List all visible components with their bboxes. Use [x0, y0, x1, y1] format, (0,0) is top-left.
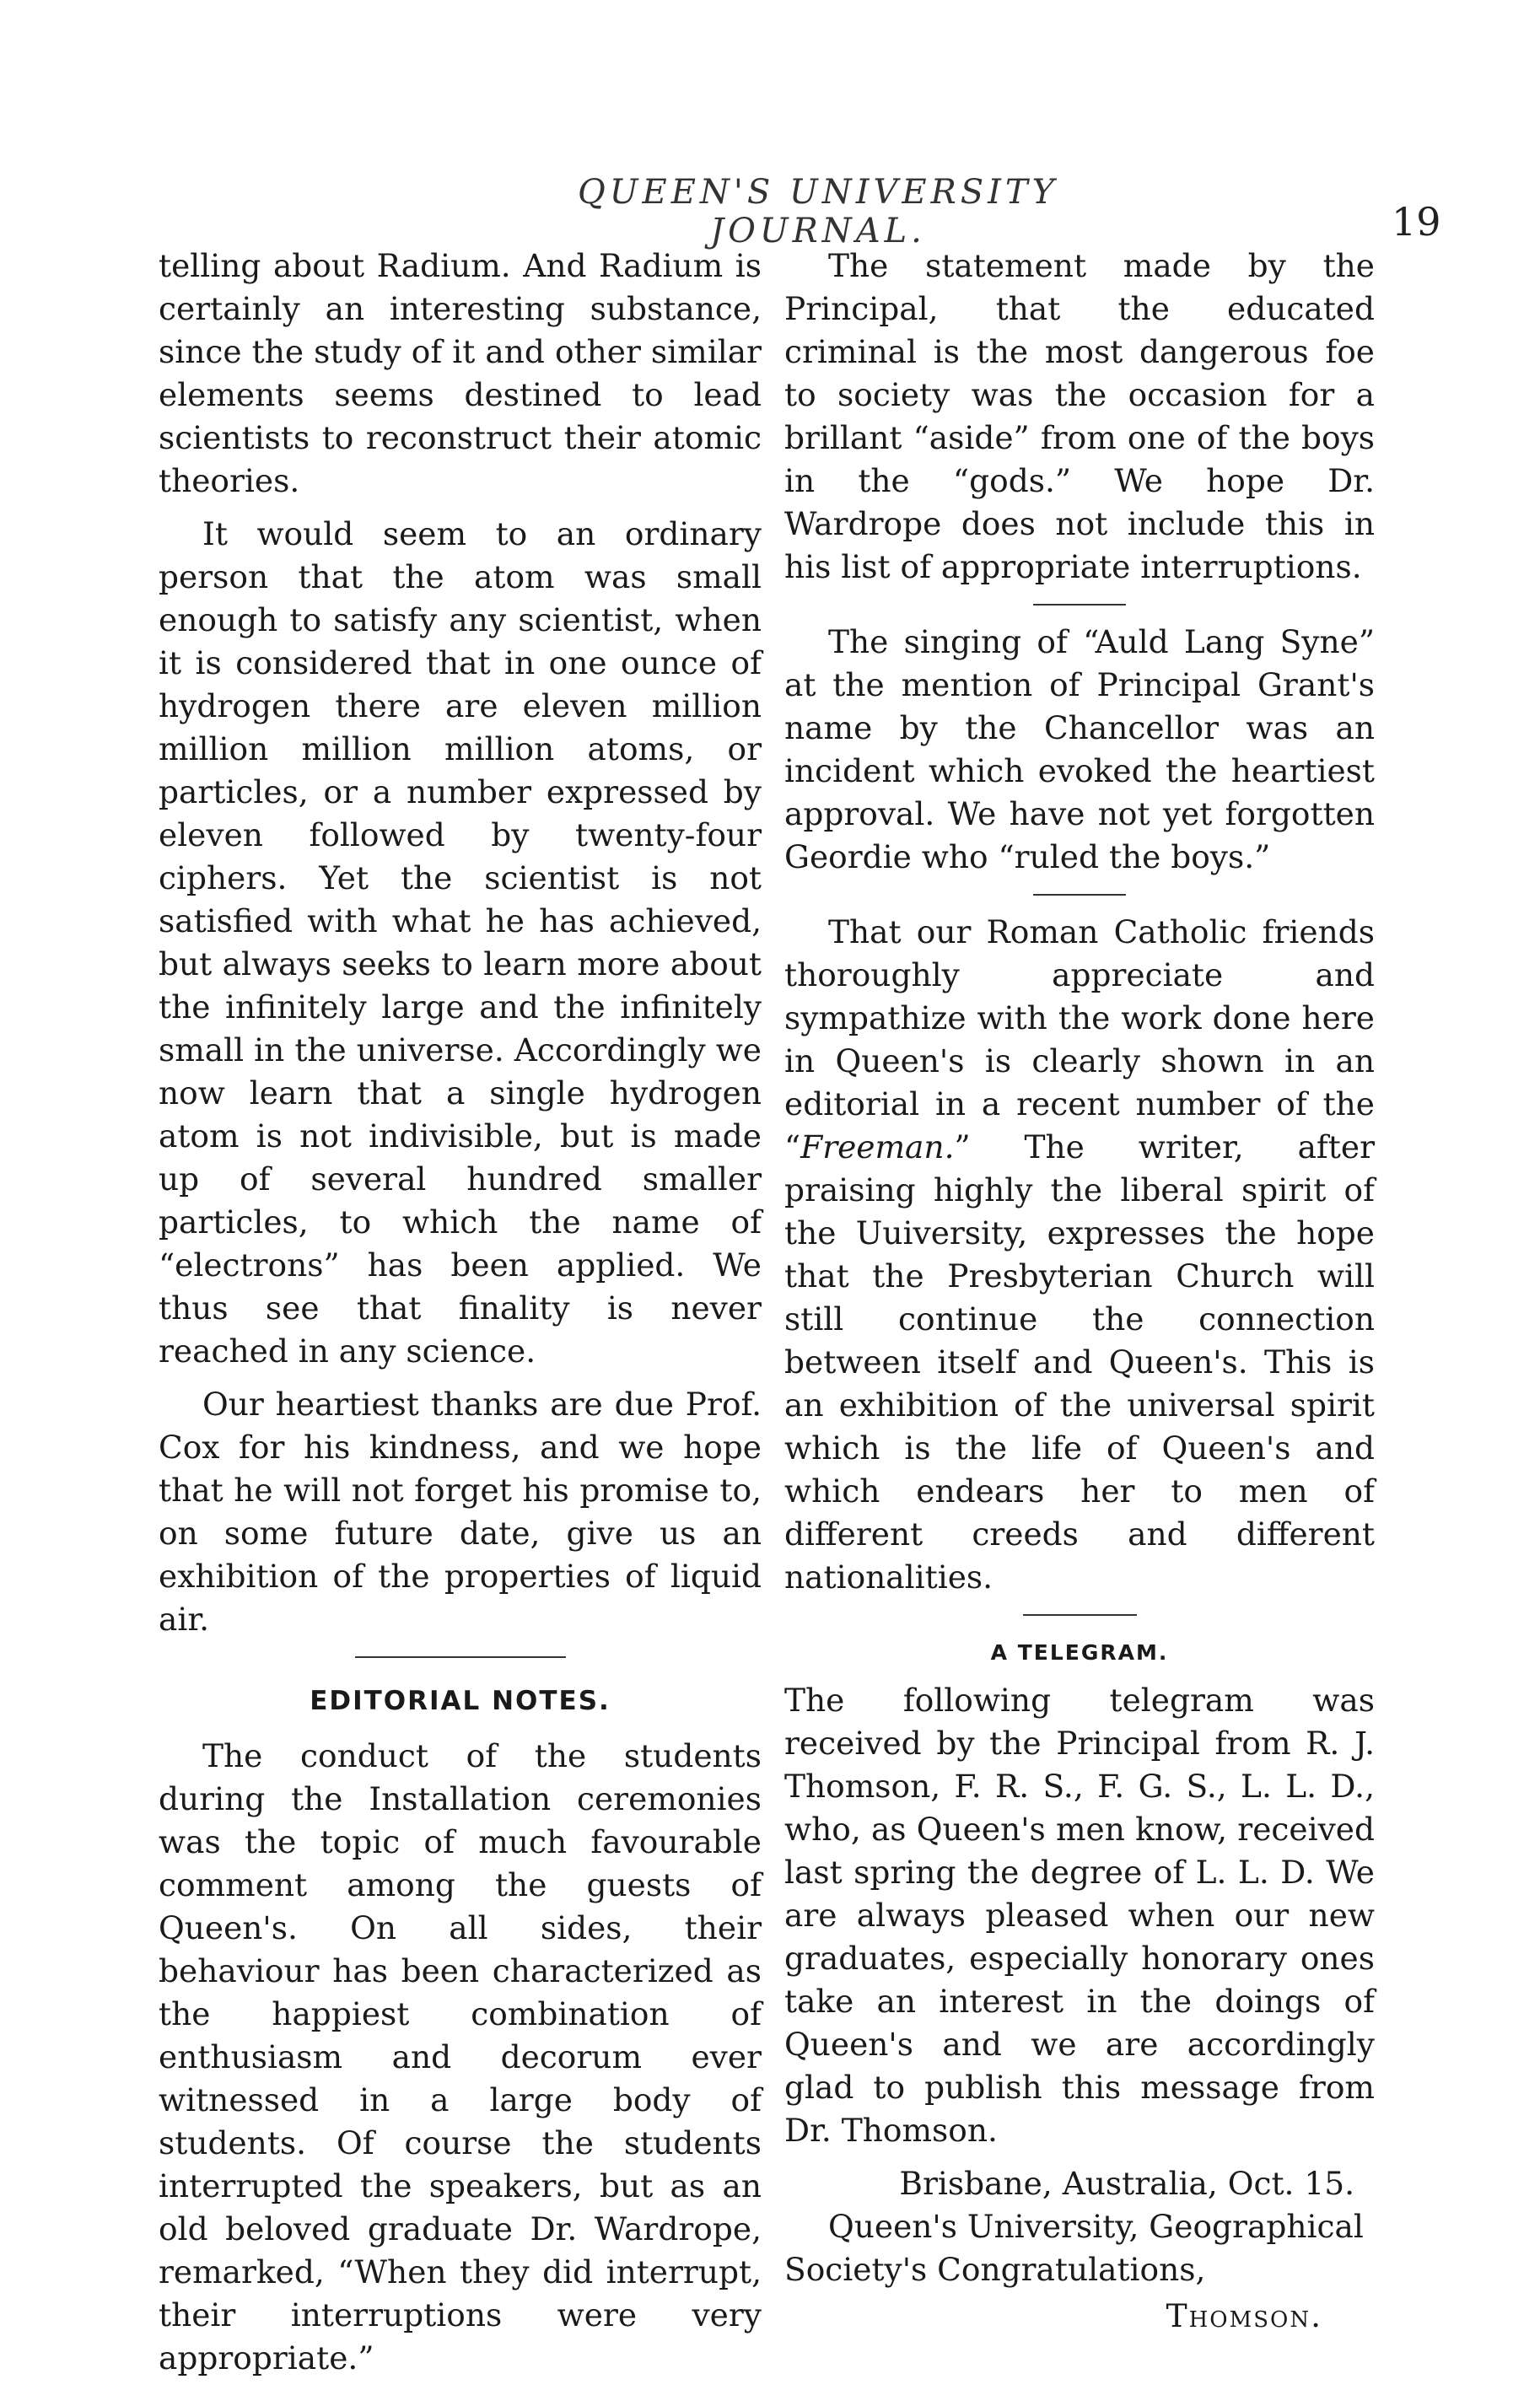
note-divider [1033, 604, 1126, 606]
telegram-dateline: Brisbane, Australia, Oct. 15. [899, 2165, 1354, 2202]
editorial-notes-heading: EDITORIAL NOTES. [310, 1686, 611, 1716]
paragraph-roman-catholic: That our Roman Catholic friends thoroughly appreciate and sympathize with the work done here in Queen's is clearly shown in an editorial in a recent number of the “Freeman.” The writer, after praising highly the liberal spirit of the Uuiversity, expresses the hope that the Presbyterian Church will still continue the connection between itself and Queen's. This is an exhibition of the universal spirit which is the life of Queen's and which endears her to men of different creeds and different nationalities. [784, 913, 1375, 1596]
paragraph-atom: It would seem to an ordinary person that the atom was small enough to satisfy any scientist, when it is considered that in one ounce of hydrogen there are eleven million million million million atoms, or particles, or a number expressed by eleven followed by twenty-four ciphers. Yet the scientist is not satisfied with what he has achieved, but always seeks to learn more about the infinitely large and the infinitely small in the universe. Accordingly we now learn that a single hydrogen atom is not indivisible, but is made up of several hundred smaller particles, to which the name of “electrons” has been applied. We thus see that finality is never reached in any science. [159, 515, 762, 1370]
paragraph-thanks: Our heartiest thanks are due Prof. Cox for his kindness, and we hope that he will not forget his promise to, on some future date, give us an exhibition of the properties of liquid air. [159, 1386, 762, 1638]
right-column [784, 245, 1375, 2338]
paragraph-auld-lang-syne: The singing of “Auld Lang Syne” at the mention of Principal Grant's name by the Chancellor was an incident which evoked the heartiest approval. We have not yet forgotten Geordie who “ruled the boys.” [784, 623, 1375, 875]
paragraph-telegram: The following telegram was received by the Principal from R. J. Thomson, F. R. S., F. G. S., L. L. D., who, as Queen's men know, received last spring the degree of L. L. D. We are always pleased when our new graduates, especially honorary ones take an interest in the doings of Queen's and we are accordingly glad to publish this message from Dr. Thomson. [784, 1682, 1375, 2149]
telegram-heading: A TELEGRAM. [990, 1640, 1169, 1665]
note-divider [1033, 894, 1126, 896]
left-column [159, 245, 762, 2390]
paragraph-principal-statement: The statement made by the Principal, that the educated criminal is the most dangerous foe to society was the occasion for a brillant “aside” from one of the boys in the “gods.” We hope Dr. Wardrope does not include this in his list of appropriate interruptions. [784, 247, 1375, 585]
paragraph-conduct: The conduct of the students during the Installation ceremonies was the topic of much favourable comment among the guests of Queen's. On all sides, their behaviour has been characterized as the happiest combination of enthusiasm and decorum ever witnessed in a large body of students. Of course the students interrupted the speakers, but as an old beloved graduate Dr. Wardrope, remarked, “When they did interrupt, their interruptions were very appropriate.” [159, 1737, 762, 2377]
page-number: 19 [1392, 199, 1441, 245]
telegram-signature: Thomson. [1166, 2297, 1322, 2334]
paragraph-radium: telling about Radium. And Radium is certainly an interesting substance, since the study of it and other similar elements seems destined to lead scientists to reconstruct their atomic theories. [159, 247, 762, 499]
section-divider [355, 1656, 566, 1658]
freeman-title: Freeman. [800, 1128, 955, 1165]
running-title: QUEEN'S UNIVERSITY JOURNAL. [577, 173, 1059, 250]
telegram-message: Queen's University, Geographical Society's Congratulations, [784, 2208, 1364, 2288]
section-divider [1023, 1614, 1137, 1616]
